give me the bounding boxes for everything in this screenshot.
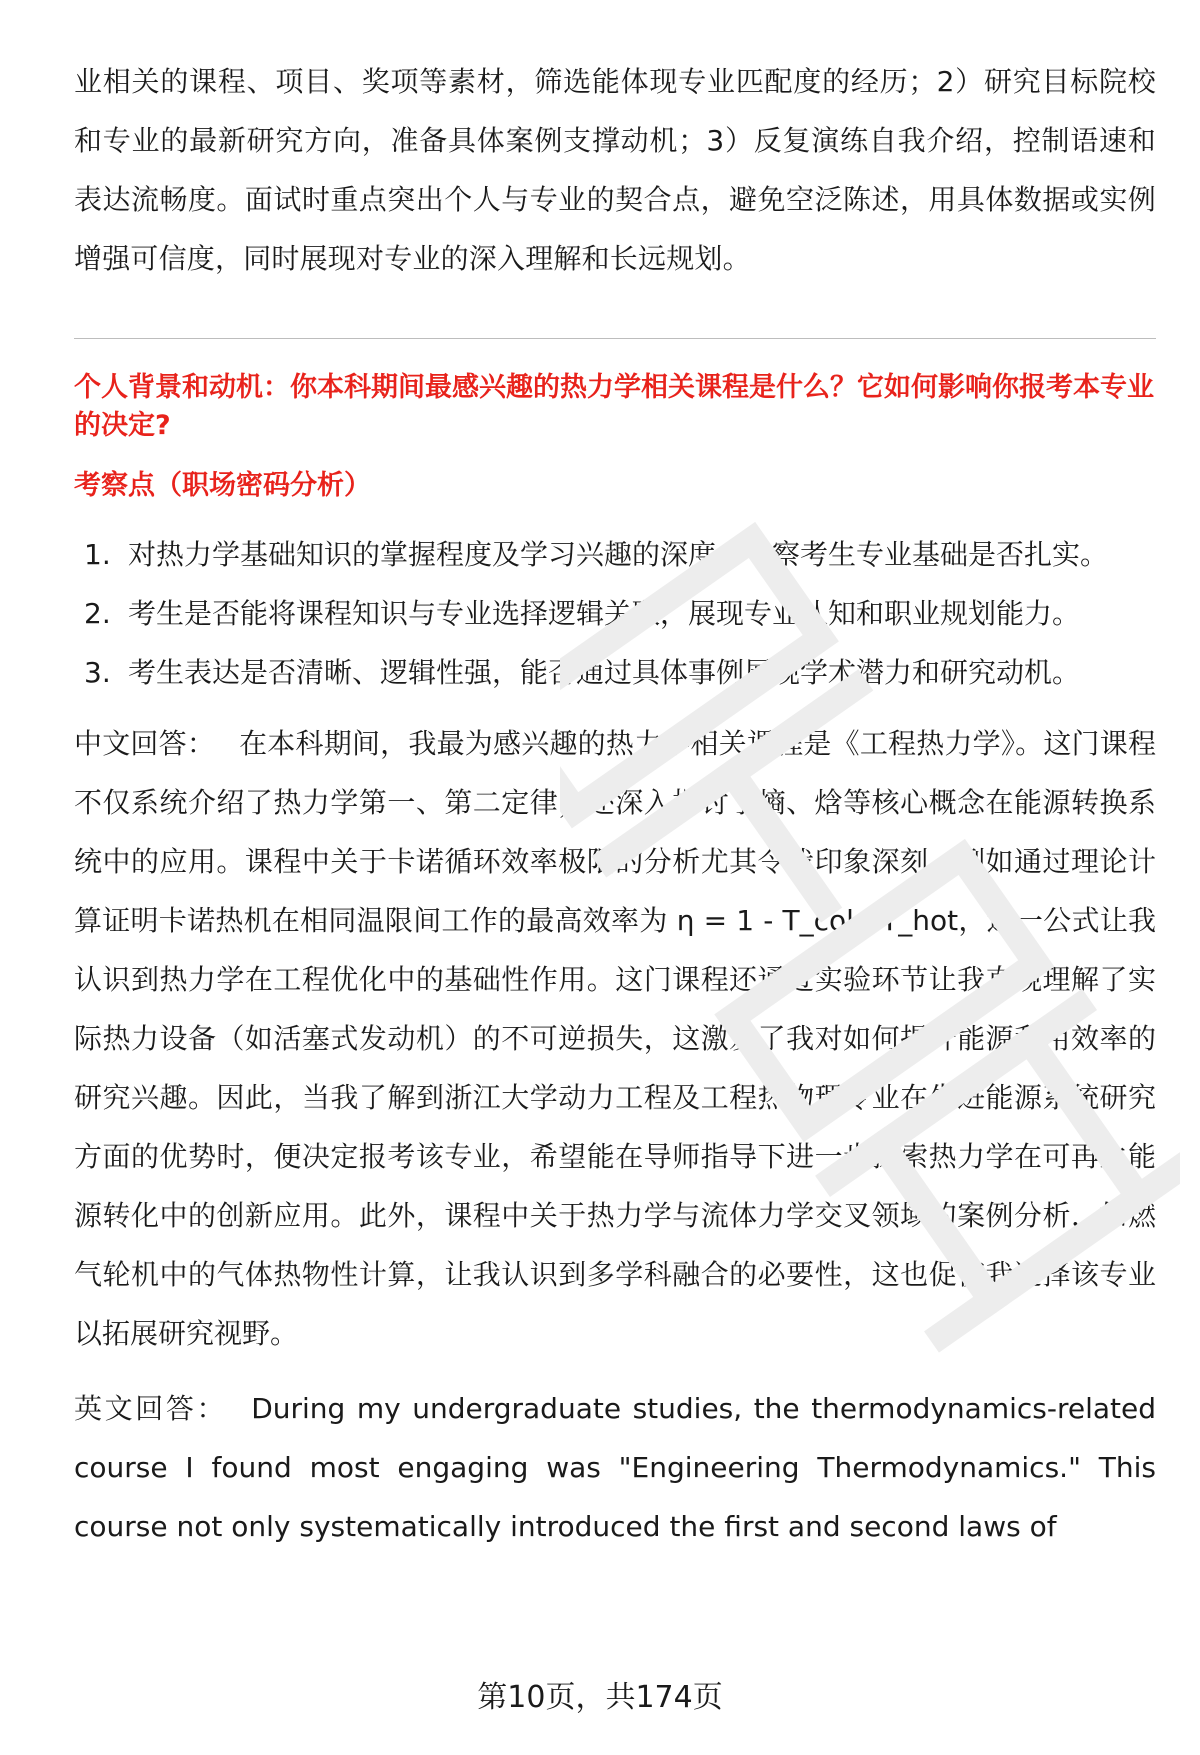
list-item-number: 1. — [84, 538, 111, 571]
intro-paragraph: 业相关的课程、项目、奖项等素材，筛选能体现专业匹配度的经历；2）研究目标院校和专业的最新研究方向，准备具体案例支撑动机；3）反复演练自我介绍，控制语速和表达流畅度。面试时重点突出个人与专业的契合点，避免空泛陈述，用具体数据或实例增强可信度，同时展现对专业的深入理解和长远规划。 — [74, 65, 1156, 275]
list-item-number: 2. — [84, 597, 111, 630]
chinese-answer-text: 在本科期间，我最为感兴趣的热力学相关课程是《工程热力学》。这门课程不仅系统介绍了热力学第一、第二定律，还深入探讨了熵、焓等核心概念在能源转换系统中的应用。课程中关于卡诺循环效率极限的分析尤其令我印象深刻，例如通过理论计算证明卡诺热机在相同温限间工作的最高效率为 η = 1 - T_cold/T_hot，这一公式让我认识到热力学在工程优化中的基础性作用。这门课程还通过实验环节让我直观理解了实际热力设备（如活塞式发动机）的不可逆损失，这激发了我对如何提升能源利用效率的研究兴趣。因此，当我了解到浙江大学动力工程及工程热物理专业在先进能源系统研究方面的优势时，便决定报考该专业，希望能在导师指导下进一步探索热力学在可再生能源转化中的创新应用。此外，课程中关于热力学与流体力学交叉领域的案例分析，如燃气轮机中的气体热物性计算，让我认识到多学科融合的必要性，这也促使我选择该专业以拓展研究视野。 — [74, 727, 1156, 1350]
chinese-answer-label: 中文回答： — [74, 727, 216, 760]
assessment-points-list — [74, 525, 1156, 702]
list-item-text: 考生表达是否清晰、逻辑性强，能否通过具体事例展现学术潜力和研究动机。 — [128, 656, 1081, 689]
list-item — [74, 525, 1156, 584]
english-answer-text: During my undergraduate studies, the thermodynamics-related course I found most engaging was "Engineering Thermodynamics." This course not only systematically introduced the first and second laws of — [74, 1392, 1156, 1543]
assessment-points-title: 考察点（职场密码分析） — [74, 470, 371, 501]
document-page — [74, 52, 1156, 1572]
list-item — [74, 643, 1156, 702]
list-item-number: 3. — [84, 656, 111, 689]
page-footer: 第10页，共174页 — [477, 1680, 723, 1715]
english-answer — [74, 1379, 1156, 1556]
question-heading: 个人背景和动机：你本科期间最感兴趣的热力学相关课程是什么？它如何影响你报考本专业的决定? — [74, 372, 1154, 441]
list-item-text: 对热力学基础知识的掌握程度及学习兴趣的深度，考察考生专业基础是否扎实。 — [128, 538, 1109, 571]
list-item-text: 考生是否能将课程知识与专业选择逻辑关联，展现专业认知和职业规划能力。 — [128, 597, 1081, 630]
list-item — [74, 584, 1156, 643]
section-divider — [74, 338, 1156, 339]
english-answer-label: 英文回答： — [74, 1392, 228, 1425]
chinese-answer — [74, 714, 1156, 1363]
